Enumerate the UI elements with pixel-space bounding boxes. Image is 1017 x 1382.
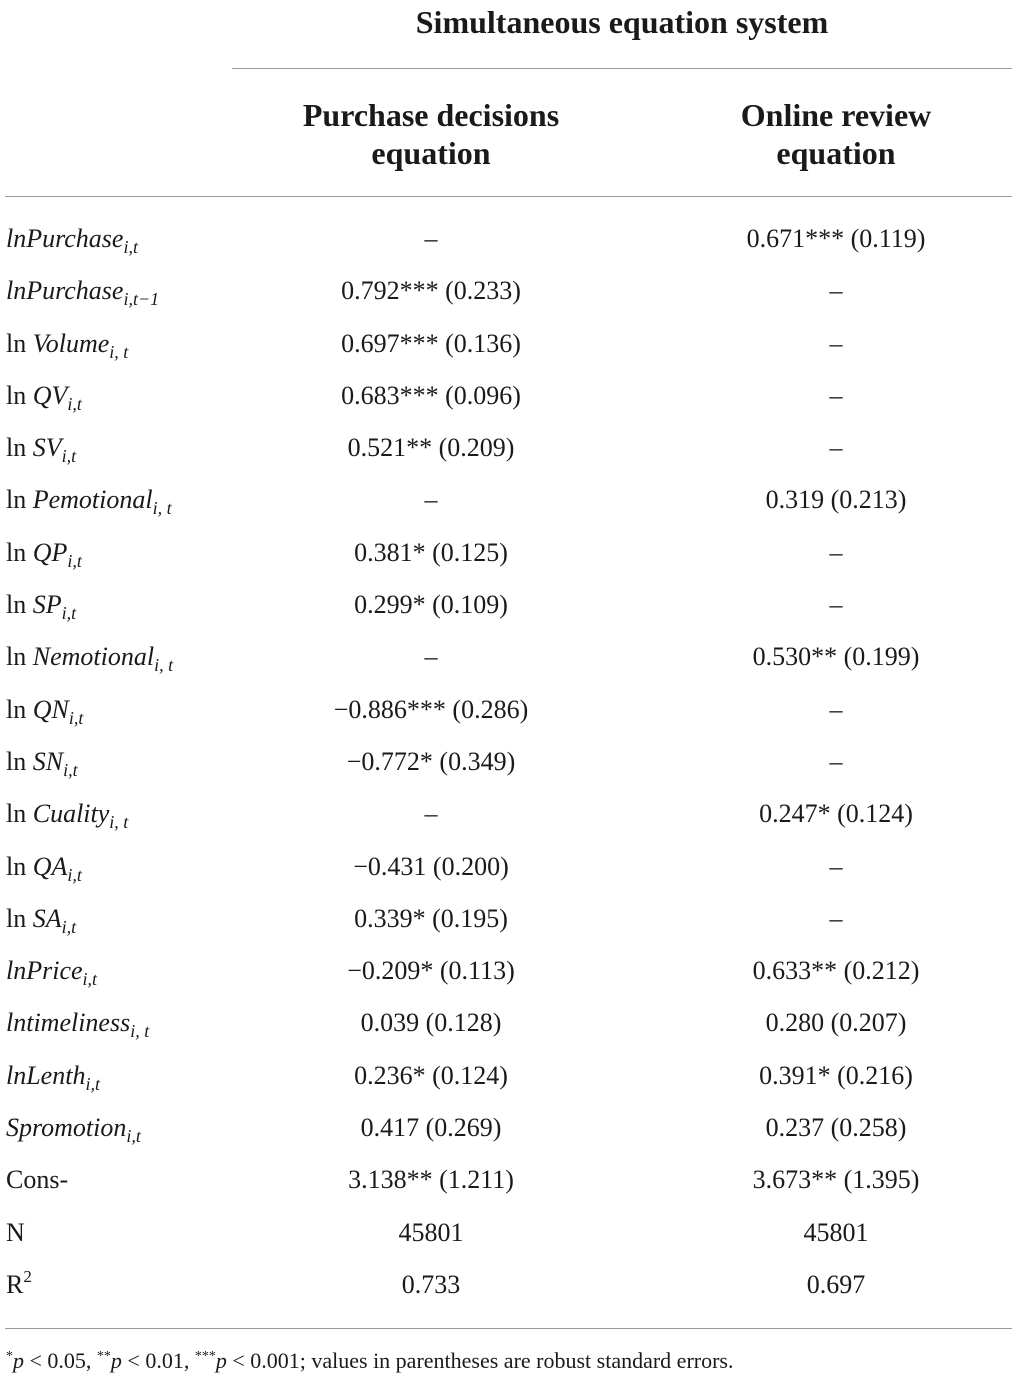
row-label-subscript: i,t <box>68 707 84 728</box>
row-label-subscript: i,t <box>63 759 78 780</box>
row-label <box>6 642 174 676</box>
row-label <box>6 694 84 728</box>
cell-purchase-equation: – <box>424 799 438 829</box>
column-header-purchase-line1: Purchase decisions <box>302 97 560 133</box>
row-label <box>6 380 82 414</box>
table-row <box>0 1053 1017 1105</box>
cell-review-equation: – <box>829 851 843 881</box>
cell-purchase-equation: −0.431 (0.200) <box>353 851 509 881</box>
footnote-text-1: < 0.05, <box>24 1348 97 1373</box>
row-label <box>6 799 129 833</box>
cell-review-equation: 0.633** (0.212) <box>752 956 920 986</box>
table-row <box>0 634 1017 686</box>
cell-review-equation: 0.237 (0.258) <box>765 1113 907 1143</box>
row-label-variable: lnPurchase <box>6 276 124 306</box>
row-label-superscript: 2 <box>23 1266 32 1286</box>
footnote-p-1: p <box>13 1348 24 1373</box>
row-label <box>6 746 78 780</box>
row-label-variable: SA <box>32 903 62 933</box>
table-row <box>0 791 1017 843</box>
cell-purchase-equation: 45801 <box>398 1217 464 1247</box>
cell-purchase-equation: 0.236* (0.124) <box>354 1060 508 1090</box>
row-label-prefix: ln <box>6 328 33 358</box>
row-label-prefix: ln <box>6 590 33 620</box>
table-row <box>0 582 1017 634</box>
table-footnote <box>6 1346 1014 1376</box>
footnote-star-2: ** <box>96 1349 111 1364</box>
table-row <box>0 216 1017 268</box>
row-label-variable: QV <box>32 380 68 410</box>
row-label-subscript: i,t <box>67 393 82 414</box>
cell-purchase-equation: −0.209* (0.113) <box>347 956 515 986</box>
row-label-prefix: ln <box>6 851 33 881</box>
row-label-subscript: i, t <box>152 498 172 519</box>
row-label-prefix: ln <box>6 903 33 933</box>
cell-review-equation: – <box>829 590 843 620</box>
table-row <box>0 1000 1017 1052</box>
row-label-subscript: i,t <box>67 864 82 885</box>
table-row <box>0 1105 1017 1157</box>
row-label-subscript: i,t <box>61 916 77 937</box>
table-row <box>0 896 1017 948</box>
row-label-prefix: ln <box>6 642 33 672</box>
cell-purchase-equation: – <box>424 224 438 253</box>
row-label-variable: lntimeliness <box>6 1008 131 1038</box>
row-label-variable: QA <box>32 851 68 881</box>
row-label <box>6 276 160 310</box>
row-label-prefix: R <box>6 1269 24 1299</box>
row-label <box>6 903 77 937</box>
cell-review-equation: 45801 <box>803 1217 869 1247</box>
row-label-variable: Pemotional <box>32 485 153 515</box>
footnote-text-3: < 0.001; values in parentheses are robust standard errors. <box>226 1348 734 1373</box>
table-row <box>0 687 1017 739</box>
row-label <box>6 1008 150 1042</box>
cell-purchase-equation: 0.697*** (0.136) <box>341 328 521 358</box>
row-label-subscript: i,t <box>61 603 77 624</box>
row-label <box>6 485 172 519</box>
table-row <box>0 948 1017 1000</box>
column-header-purchase <box>232 96 630 172</box>
cell-review-equation: 0.697 <box>806 1269 866 1299</box>
row-label <box>6 956 98 990</box>
cell-purchase-equation: 0.521** (0.209) <box>347 433 515 463</box>
row-label-prefix: N <box>6 1217 25 1247</box>
row-label-subscript: i,t <box>82 969 98 990</box>
row-label-variable: SN <box>32 746 64 776</box>
cell-review-equation: 0.319 (0.213) <box>765 485 907 515</box>
cell-review-equation: – <box>829 694 843 724</box>
row-label-variable: QP <box>32 537 68 567</box>
row-label-subscript: i,t−1 <box>123 289 160 310</box>
cell-review-equation: 0.280 (0.207) <box>765 1008 907 1038</box>
cell-purchase-equation: – <box>424 642 438 672</box>
cell-review-equation: 3.673** (1.395) <box>752 1165 920 1195</box>
row-label-prefix: ln <box>6 537 33 567</box>
cell-purchase-equation: 0.381* (0.125) <box>354 537 508 567</box>
cell-review-equation: – <box>829 380 843 410</box>
table-row <box>0 477 1017 529</box>
table-super-title: Simultaneous equation system <box>415 4 829 40</box>
cell-purchase-equation: – <box>424 485 438 515</box>
row-label <box>6 851 82 885</box>
table-row <box>0 739 1017 791</box>
table-row <box>0 1262 1017 1314</box>
row-label <box>6 1218 25 1248</box>
table-row <box>0 1157 1017 1209</box>
row-label-prefix: ln <box>6 380 33 410</box>
row-label <box>6 1165 68 1195</box>
cell-purchase-equation: 0.792*** (0.233) <box>341 276 521 306</box>
cell-review-equation: – <box>829 903 843 933</box>
row-label-variable: QN <box>32 694 69 724</box>
row-label-subscript: i,t <box>61 446 77 467</box>
row-label <box>6 1266 32 1300</box>
cell-purchase-equation: −0.886*** (0.286) <box>333 694 529 724</box>
table-row <box>0 321 1017 373</box>
cell-purchase-equation: 0.299* (0.109) <box>354 590 508 620</box>
row-label <box>6 1113 141 1147</box>
cell-review-equation: – <box>829 537 843 567</box>
row-label-subscript: i, t <box>109 341 129 362</box>
row-label-prefix: ln <box>6 746 33 776</box>
footnote-star-3: *** <box>194 1349 216 1364</box>
table-row <box>0 425 1017 477</box>
table-bottom-rule <box>5 1328 1012 1329</box>
column-header-rule <box>5 196 1012 197</box>
cell-purchase-equation: 0.339* (0.195) <box>354 903 508 933</box>
column-header-purchase-line2: equation <box>371 135 491 171</box>
row-label <box>6 328 129 362</box>
cell-review-equation: 0.530** (0.199) <box>752 642 920 672</box>
row-label-variable: SP <box>32 590 62 620</box>
cell-review-equation: – <box>829 276 843 306</box>
cell-purchase-equation: 0.039 (0.128) <box>360 1008 502 1038</box>
row-label-prefix: ln <box>6 694 33 724</box>
table-row <box>0 844 1017 896</box>
cell-review-equation: – <box>829 433 843 463</box>
row-label-variable: lnPrice <box>6 956 83 986</box>
footnote-text-2: < 0.01, <box>121 1348 195 1373</box>
table-row <box>0 268 1017 320</box>
cell-review-equation: 0.247* (0.124) <box>759 799 913 829</box>
footnote-p-3: p <box>215 1348 227 1373</box>
row-label-prefix: ln <box>6 485 33 515</box>
row-label <box>6 224 138 257</box>
cell-review-equation: – <box>829 328 843 358</box>
table-row <box>0 1210 1017 1262</box>
row-label-variable: SV <box>32 433 62 463</box>
cell-purchase-equation: −0.772* (0.349) <box>346 746 516 776</box>
row-label-subscript: i, t <box>130 1021 150 1042</box>
row-label-subscript: i,t <box>85 1073 100 1094</box>
row-label-subscript: i,t <box>123 237 138 257</box>
cell-review-equation: – <box>829 746 843 776</box>
row-label-variable: lnLenth <box>6 1060 86 1090</box>
table-row <box>0 373 1017 425</box>
cell-purchase-equation: 0.683*** (0.096) <box>341 380 521 410</box>
cell-review-equation: 0.671*** (0.119) <box>746 224 926 253</box>
row-label <box>6 1060 100 1094</box>
column-header-review <box>656 96 1016 172</box>
table-body <box>0 216 1017 1314</box>
row-label-subscript: i,t <box>126 1126 141 1147</box>
row-label <box>6 590 77 624</box>
row-label-variable: Nemotional <box>32 642 155 672</box>
table-row <box>0 530 1017 582</box>
cell-review-equation: 0.391* (0.216) <box>759 1060 913 1090</box>
column-header-review-line2: equation <box>776 135 896 171</box>
row-label-variable: Volume <box>32 328 110 358</box>
row-label-variable: Spromotion <box>6 1113 127 1143</box>
row-label-prefix: ln <box>6 433 33 463</box>
footnote-star-1: * <box>6 1349 13 1364</box>
row-label-prefix: ln <box>6 799 33 829</box>
row-label-subscript: i,t <box>67 550 82 571</box>
row-label <box>6 433 77 467</box>
column-header-review-line1: Online review <box>740 97 932 133</box>
cell-purchase-equation: 0.733 <box>401 1269 461 1299</box>
row-label-variable: lnPurchase <box>6 224 124 253</box>
row-label-subscript: i, t <box>109 812 129 833</box>
cell-purchase-equation: 3.138** (1.211) <box>348 1165 514 1195</box>
row-label-subscript: i, t <box>154 655 174 676</box>
footnote-p-2: p <box>110 1348 122 1373</box>
header-rule <box>232 68 1012 69</box>
row-label-prefix: Cons- <box>6 1165 69 1195</box>
row-label <box>6 537 82 571</box>
row-label-variable: Cuality <box>32 799 110 829</box>
cell-purchase-equation: 0.417 (0.269) <box>360 1113 502 1143</box>
